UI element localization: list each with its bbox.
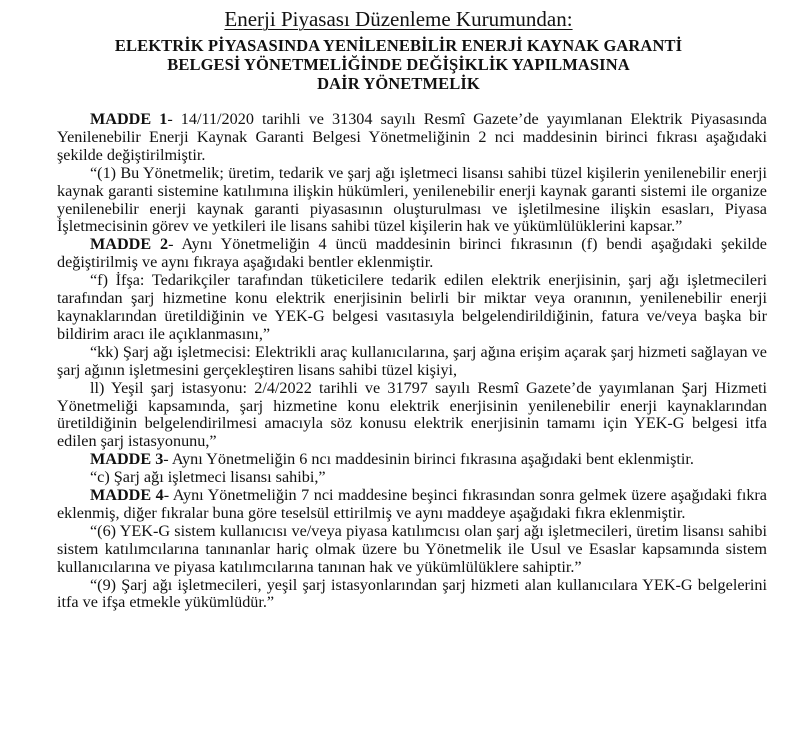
article-label: MADDE 4 xyxy=(90,486,164,505)
article-1-clause xyxy=(57,165,767,237)
article-text: - Aynı Yönetmeliğin 6 ncı maddesinin birinci fıkrasına aşağıdaki bent eklenmiştir. xyxy=(163,450,694,469)
article-1 xyxy=(57,111,767,165)
article-3 xyxy=(57,451,767,469)
regulation-title xyxy=(40,36,757,93)
article-4 xyxy=(57,487,767,523)
article-label: MADDE 1 xyxy=(90,110,168,128)
article-text: - 14/11/2020 tarihli ve 31304 sayılı Resmî Gazete’de yayımlanan Elektrik Piyasasında Yenilenebilir Enerji Kaynak Garanti Belgesi Yönetmeliğinin 2 nci maddesinin birinci fıkrası aşağıdaki şekilde değiştirilmiştir. xyxy=(57,110,767,164)
clause-text: “(1) Bu Yönetmelik; üretim, tedarik ve şarj ağı işletmeci lisansı sahibi tüzel kişilerin yenilenebilir enerji kaynak garanti sistemine katılımına ilişkin hükümleri, yenilenebilir enerji kaynak garanti sistemi ile organize yenilenebilir enerji kaynak garanti piyasasının oluşturulması ve işletilmesine ilişkin esasları, Piyasa İşletmecisinin görev ve yetkileri ile lisans sahibi tüzel kişilerin hak ve yükümlülüklerini kapsar.” xyxy=(57,163,767,236)
article-text: - Aynı Yönetmeliğin 7 nci maddesine beşinci fıkrasından sonra gelmek üzere aşağıdaki fıkra eklenmiş, diğer fıkralar buna göre teselsül ettirilmiş ve aynı maddeye aşağıdaki fıkra eklenmiştir. xyxy=(57,486,767,522)
article-label: MADDE 2 xyxy=(90,235,169,254)
article-3-clause-c xyxy=(57,469,767,487)
regulation-body xyxy=(57,111,767,612)
article-2-clause-kk xyxy=(57,344,767,380)
issuing-authority: Enerji Piyasası Düzenleme Kurumundan: xyxy=(224,7,573,31)
clause-text: “f) İfşa: Tedarikçiler tarafından tüketicilere tedarik edilen elektrik enerjisinin, şarj ağı işletmecileri tarafından şarj hizmetine konu elektrik enerjisinin belirli bir miktar veya oranının, yenilenebilir enerji kaynaklarından üretildiğinin ve YEK-G belgesi vasıtasıyla belgelendirildiğinin, fatura ve/veya başka bir bildirim aracı ile açıklanmasını,” xyxy=(57,271,767,343)
clause-text: “kk) Şarj ağı işletmecisi: Elektrikli araç kullanıcılarına, şarj ağına erişim açarak şarj hizmeti sağlayan ve şarj ağının işletmesini gerçekleştiren lisans sahibi tüzel kişiyi, xyxy=(57,342,767,379)
clause-text: “(6) YEK-G sistem kullanıcısı ve/veya piyasa katılımcısı olan şarj ağı işletmecileri, üretim lisansı sahibi sistem katılımcılarına tanınanlar hariç olmak üzere bu Yönetmelik ile Usul ve Esaslar kapsamında sistem kullanıcılarına ve piyasa katılımcılarına tanınan hak ve yükümlülüklere sahiptir.” xyxy=(57,521,767,576)
article-2-clause-ll xyxy=(57,380,767,452)
clause-text: ll) Yeşil şarj istasyonu: 2/4/2022 tarihli ve 31797 sayılı Resmî Gazete’de yayımlanan Şarj Hizmeti Yönetmeliği kapsamında, şarj hizmetine konu elektrik enerjisinin yenilenebilir enerji kaynaklarından üretildiğinin belgelendirilmesi amacıyla söz konusu elektrik enerjisinin tamamı için YEK-G belgesi itfa edilen şarj istasyonunu,” xyxy=(57,378,767,451)
article-4-clause-6 xyxy=(57,523,767,577)
title-line-3: DAİR YÖNETMELİK xyxy=(317,74,480,93)
clause-text: “c) Şarj ağı işletmeci lisansı sahibi,” xyxy=(90,468,326,487)
article-2-clause-f xyxy=(57,272,767,344)
article-label: MADDE 3 xyxy=(90,450,164,469)
article-2 xyxy=(57,236,767,272)
title-line-2: BELGESİ YÖNETMELİĞİNDE DEĞİŞİKLİK YAPILMASINA xyxy=(167,55,630,74)
clause-text: “(9) Şarj ağı işletmecileri, yeşil şarj istasyonlarından şarj hizmeti alan kullanıcılara YEK-G belgelerini itfa ve ifşa etmekle yükümlüdür.” xyxy=(57,575,767,612)
title-line-1: ELEKTRİK PİYASASINDA YENİLENEBİLİR ENERJİ KAYNAK GARANTİ xyxy=(114,36,683,55)
article-text: - Aynı Yönetmeliğin 4 üncü maddesinin birinci fıkrasının (f) bendi aşağıdaki şekilde değiştirilmiş ve aynı fıkraya aşağıdaki bentler eklenmiştir. xyxy=(57,235,767,272)
article-4-clause-9 xyxy=(57,577,767,613)
